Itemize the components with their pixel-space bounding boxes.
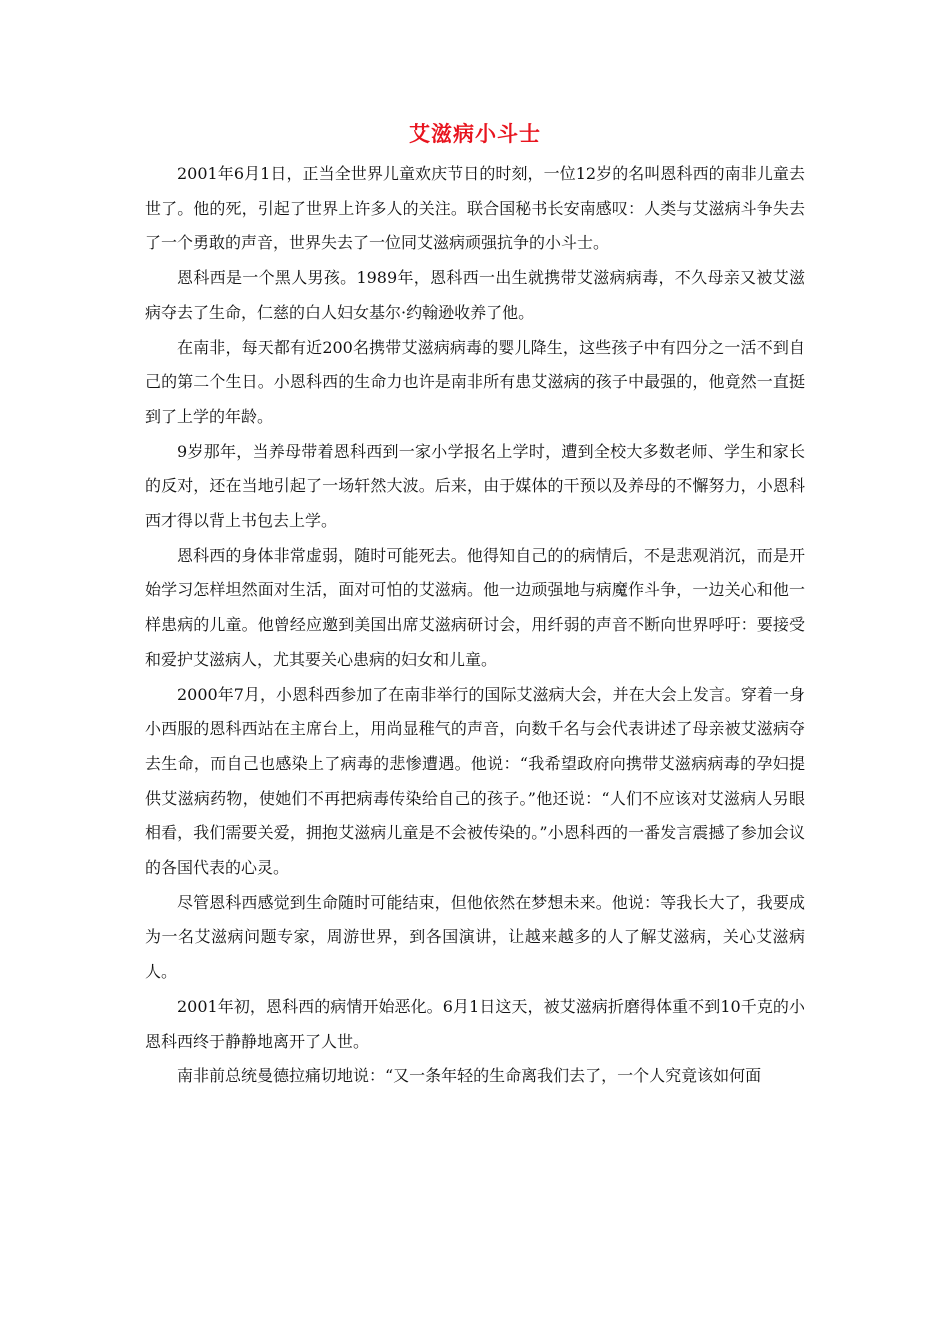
document-title: 艾滋病小斗士 xyxy=(409,121,541,146)
paragraph-5: 恩科西的身体非常虚弱，随时可能死去。他得知自己的的病情后，不是悲观消沉，而是开始学习怎样坦然面对生活，面对可怕的艾滋病。他一边顽强地与病魔作斗争，一边关心和他一样患病的儿童。他曾经应邀到美国出席艾滋病研讨会，用纤弱的声音不断向世界呼吁：要接受和爱护艾滋病人，尤其要关心患病的妇女和儿童。 xyxy=(145,545,805,669)
paragraph-6: 2000年7月，小恩科西参加了在南非举行的国际艾滋病大会，并在大会上发言。穿着一身小西服的恩科西站在主席台上，用尚显稚气的声音，向数千名与会代表讲述了母亲被艾滋病夺去生命，而自己也感染上了病毒的悲惨遭遇。他说：“我希望政府向携带艾滋病病毒的孕妇提供艾滋病药物，使她们不再把病毒传染给自己的孩子。”他还说：“人们不应该对艾滋病人另眼相看，我们需要关爱，拥抱艾滋病儿童是不会被传染的。”小恩科西的一番发言震撼了参加会议的各国代表的心灵。 xyxy=(145,684,805,878)
paragraph-7: 尽管恩科西感觉到生命随时可能结束，但他依然在梦想未来。他说：等我长大了，我要成为一名艾滋病问题专家，周游世界，到各国演讲，让越来越多的人了解艾滋病，关心艾滋病人。 xyxy=(145,892,805,982)
paragraph-8: 2001年初，恩科西的病情开始恶化。6月1日这天，被艾滋病折磨得体重不到10千克的小恩科西终于静静地离开了人世。 xyxy=(145,996,805,1051)
paragraph-9: 南非前总统曼德拉痛切地说：“又一条年轻的生命离我们去了，一个人究竟该如何面 xyxy=(177,1066,762,1086)
document-body xyxy=(145,157,805,1094)
paragraph-4: 9岁那年，当养母带着恩科西到一家小学报名上学时，遭到全校大多数老师、学生和家长的反对，还在当地引起了一场轩然大波。后来，由于媒体的干预以及养母的不懈努力，小恩科西才得以背上书包去上学。 xyxy=(145,441,805,531)
paragraph-2: 恩科西是一个黑人男孩。1989年，恩科西一出生就携带艾滋病病毒，不久母亲又被艾滋病夺去了生命，仁慈的白人妇女基尔·约翰逊收养了他。 xyxy=(145,268,805,322)
paragraph-1: 2001年6月1日，正当全世界儿童欢庆节日的时刻，一位12岁的名叫恩科西的南非儿童去世了。他的死，引起了世界上许多人的关注。联合国秘书长安南感叹：人类与艾滋病斗争失去了一个勇敢的声音，世界失去了一位同艾滋病顽强抗争的小斗士。 xyxy=(145,164,805,253)
paragraph-3: 在南非，每天都有近200名携带艾滋病病毒的婴儿降生，这些孩子中有四分之一活不到自己的第二个生日。小恩科西的生命力也许是南非所有患艾滋病的孩子中最强的，他竟然一直挺到了上学的年龄。 xyxy=(145,337,805,426)
